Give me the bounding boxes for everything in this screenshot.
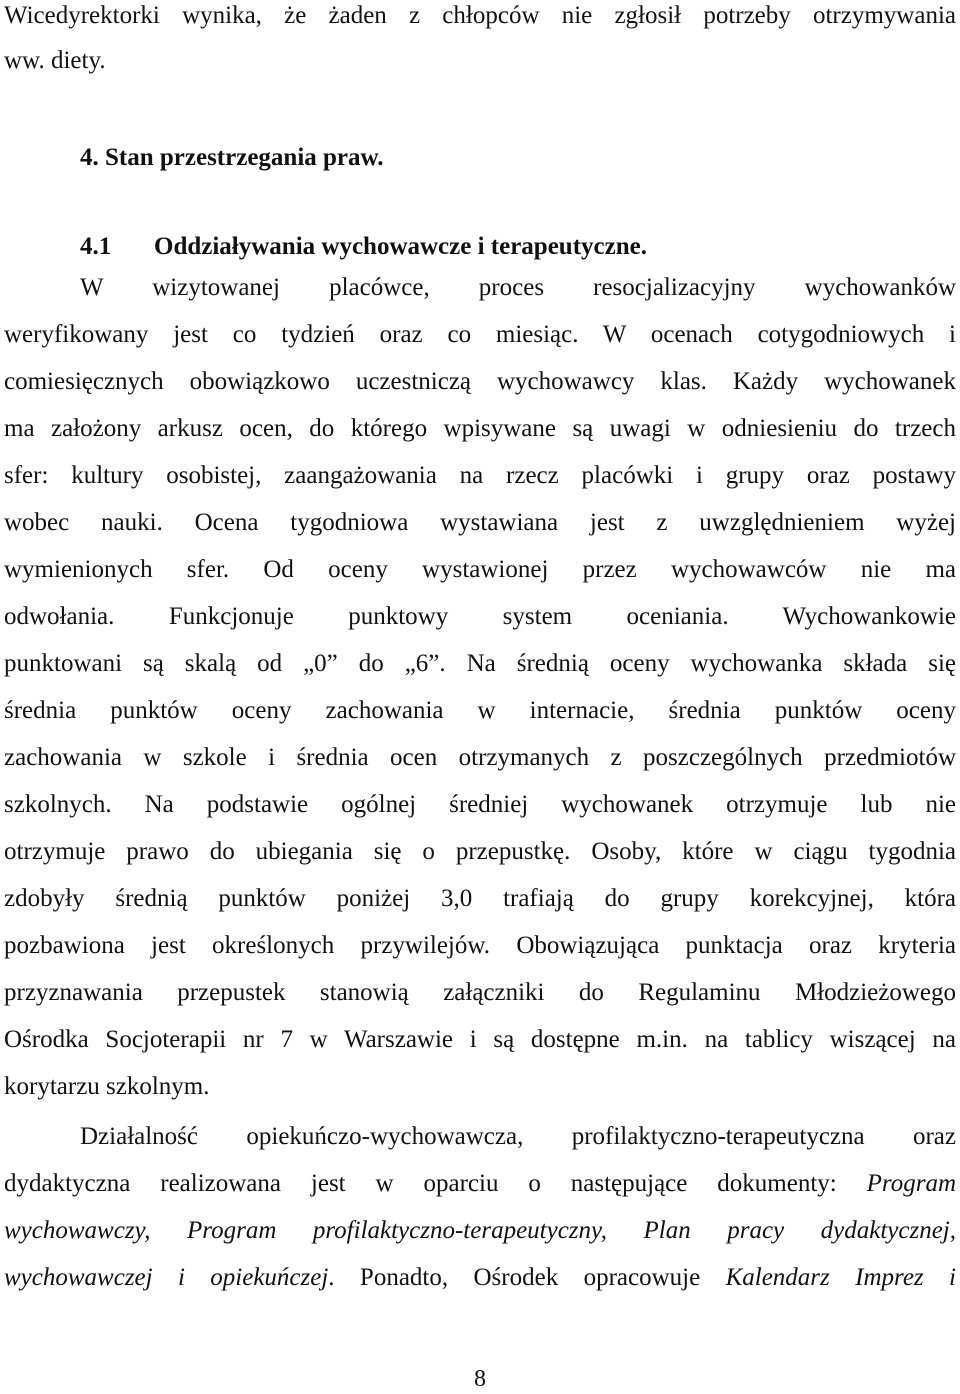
paragraph-1-line-14: zdobyły średnią punktów poniżej 3,0 trafiają do grupy korekcyjnej, która — [4, 885, 956, 912]
paragraph-1-line-7: wymienionych sfer. Od oceny wystawionej przez wychowawców nie ma — [4, 556, 956, 583]
paragraph-1-line-11: zachowania w szkole i średnia ocen otrzymanych z poszczególnych przedmiotów — [4, 744, 956, 771]
paragraph-2-line-3: wychowawczy, Program profilaktyczno-terapeutyczny, Plan pracy dydaktycznej, — [4, 1217, 956, 1244]
paragraph-1-line-6: wobec nauki. Ocena tygodniowa wystawiana jest z uwzględnieniem wyżej — [4, 509, 956, 536]
document-page — [4, 0, 956, 1393]
paragraph-1-line-9: punktowani są skalą od „0” do „6”. Na średnią oceny wychowanka składa się — [4, 650, 956, 677]
paragraph-2-line-4-text: . Ponadto, Ośrodek opracowuje — [328, 1264, 726, 1291]
paragraph-1-line-2: weryfikowany jest co tydzień oraz co miesiąc. W ocenach cotygodniowych i — [4, 321, 956, 348]
paragraph-1-line-4: ma założony arkusz ocen, do którego wpisywane są uwagi w odniesieniu do trzech — [4, 415, 956, 442]
paragraph-1-line-12: szkolnych. Na podstawie ogólnej średniej wychowanek otrzymuje lub nie — [4, 791, 956, 818]
subsection-heading-4-1: Oddziaływania wychowawcze i terapeutyczne. — [154, 233, 647, 260]
intro-line-2: ww. diety. — [4, 47, 106, 74]
paragraph-1-line-10: średnia punktów oceny zachowania w internacie, średnia punktów oceny — [4, 697, 956, 724]
paragraph-1-line-16: przyznawania przepustek stanowią załączniki do Regulaminu Młodzieżowego — [4, 979, 956, 1006]
document-title-program: Program — [866, 1170, 956, 1197]
paragraph-1-line-13: otrzymuje prawo do ubiegania się o przepustkę. Osoby, które w ciągu tygodnia — [4, 838, 956, 865]
paragraph-1-line-18: korytarzu szkolnym. — [4, 1073, 210, 1100]
paragraph-1-line-3: comiesięcznych obowiązkowo uczestniczą wychowawcy klas. Każdy wychowanek — [4, 368, 956, 395]
paragraph-2-line-2-text: dydaktyczna realizowana jest w oparciu o następujące dokumenty: — [4, 1170, 867, 1197]
paragraph-2-line-2 — [4, 1164, 956, 1204]
document-title-kalendarz: Kalendarz Imprez i — [725, 1264, 956, 1291]
subsection-number: 4.1 — [80, 233, 112, 260]
paragraph-1-line-5: sfer: kultury osobistej, zaangażowania na rzecz placówki i grupy oraz postawy — [4, 462, 956, 489]
intro-line-1: Wicedyrektorki wynika, że żaden z chłopców nie zgłosił potrzeby otrzymywania — [4, 2, 956, 29]
paragraph-2-line-1: Działalność opiekuńczo-wychowawcza, profilaktyczno-terapeutyczna oraz — [80, 1123, 956, 1150]
paragraph-1-line-8: odwołania. Funkcjonuje punktowy system oceniania. Wychowankowie — [4, 603, 956, 630]
paragraph-1-line-17: Ośrodka Socjoterapii nr 7 w Warszawie i są dostępne m.in. na tablicy wiszącej na — [4, 1026, 956, 1053]
paragraph-2-line-4 — [4, 1258, 956, 1298]
paragraph-1-line-15: pozbawiona jest określonych przywilejów. Obowiązująca punktacja oraz kryteria — [4, 932, 956, 959]
paragraph-1-line-1: W wizytowanej placówce, proces resocjalizacyjny wychowanków — [80, 274, 956, 301]
section-heading-4: 4. Stan przestrzegania praw. — [80, 144, 384, 171]
page-number: 8 — [474, 1366, 486, 1392]
document-title-plan-end: wychowawczej i opiekuńczej — [4, 1264, 329, 1291]
